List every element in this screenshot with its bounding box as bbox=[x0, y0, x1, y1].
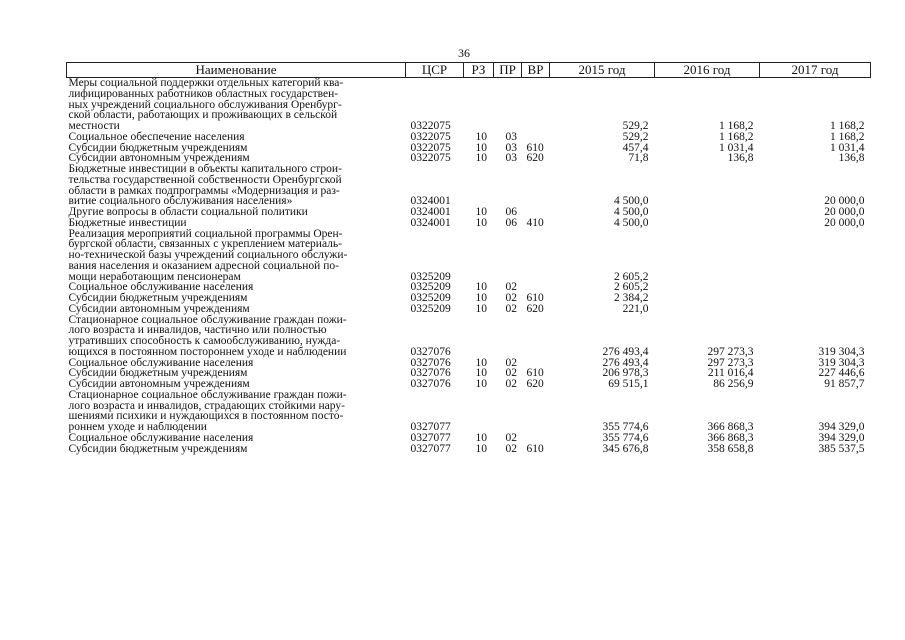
table-body bbox=[67, 78, 871, 455]
row-pr: 06 bbox=[505, 216, 517, 229]
row-vr bbox=[522, 433, 550, 444]
row-2015: 206 978,3 bbox=[602, 367, 649, 380]
row-name-line: шениями психики и нуждающихся в постоянном посто- bbox=[68, 410, 344, 423]
row-vr: 620 bbox=[526, 378, 544, 390]
row-2015: 345 676,8 bbox=[602, 442, 649, 455]
row-pr: 03 bbox=[505, 141, 517, 154]
row-vr bbox=[522, 164, 550, 207]
row-2015: 4 500,0 bbox=[614, 206, 649, 218]
row-rz bbox=[464, 315, 494, 358]
row-2017: 385 537,5 bbox=[818, 442, 865, 455]
row-csr: 0322075 bbox=[410, 141, 451, 154]
row-rz: 10 bbox=[475, 367, 487, 380]
header-2017: 2017 год bbox=[760, 63, 871, 78]
row-csr: 0324001 bbox=[410, 216, 451, 229]
row-2015: 2 605,2 bbox=[614, 281, 649, 294]
row-2015: 355 774,6 bbox=[602, 431, 649, 444]
table-row bbox=[67, 433, 871, 444]
row-rz: 10 bbox=[475, 152, 487, 165]
row-name-line: тельства государственной собственности Оренбургской bbox=[68, 173, 342, 186]
row-name-line: местности bbox=[68, 120, 120, 132]
row-2016: 86 256,9 bbox=[713, 378, 754, 390]
row-csr: 0325209 bbox=[410, 281, 451, 294]
row-rz: 10 bbox=[475, 442, 487, 455]
row-rz: 10 bbox=[475, 281, 487, 294]
row-rz: 10 bbox=[475, 216, 487, 229]
row-vr: 610 bbox=[526, 367, 544, 380]
row-2017 bbox=[760, 304, 871, 315]
row-2017: 227 446,6 bbox=[818, 367, 865, 380]
row-2016 bbox=[655, 282, 760, 293]
row-2016: 366 868,3 bbox=[707, 421, 754, 433]
header-2015: 2015 год bbox=[550, 63, 655, 78]
row-name bbox=[67, 304, 406, 315]
row-rz: 10 bbox=[475, 378, 487, 390]
row-csr: 0325209 bbox=[410, 270, 451, 283]
header-name: Наименование bbox=[67, 63, 406, 78]
row-2017: 20 000,0 bbox=[824, 216, 865, 229]
row-2016 bbox=[655, 229, 760, 283]
row-name-line: роннем уходе и наблюдении bbox=[68, 421, 207, 433]
row-name-line: Стационарное социальное обслуживание граждан пожи- bbox=[68, 313, 347, 326]
row-csr: 0325209 bbox=[410, 302, 451, 315]
row-vr bbox=[522, 132, 550, 143]
row-pr: 02 bbox=[505, 281, 517, 294]
row-2016 bbox=[655, 293, 760, 304]
row-2016 bbox=[655, 304, 760, 315]
row-vr: 620 bbox=[526, 302, 544, 315]
row-csr: 0324001 bbox=[410, 206, 451, 218]
row-name-line: Меры социальной поддержки отдельных категорий ква- bbox=[68, 77, 344, 89]
row-name-line: бургской области, связанных с укреплением материаль- bbox=[68, 238, 342, 251]
row-rz: 10 bbox=[475, 292, 487, 304]
budget-table bbox=[66, 62, 871, 454]
row-rz bbox=[464, 390, 494, 433]
table-header bbox=[67, 63, 871, 78]
row-name-line: Бюджетные инвестиции в объекты капитального строи- bbox=[68, 163, 342, 175]
row-2017 bbox=[760, 229, 871, 283]
table-row bbox=[67, 207, 871, 218]
row-2016: 297 273,3 bbox=[707, 345, 754, 358]
row-rz bbox=[464, 78, 494, 132]
row-vr: 610 bbox=[526, 292, 544, 304]
row-vr: 610 bbox=[526, 442, 544, 455]
row-2016: 1 168,2 bbox=[719, 130, 754, 143]
row-csr: 0322075 bbox=[410, 120, 451, 132]
row-vr bbox=[522, 390, 550, 433]
row-csr: 0327076 bbox=[410, 356, 451, 369]
row-vr: 610 bbox=[526, 141, 544, 154]
row-rz bbox=[464, 164, 494, 207]
row-2015: 457,4 bbox=[622, 141, 649, 154]
row-2015: 276 493,4 bbox=[602, 345, 649, 358]
row-vr bbox=[522, 315, 550, 358]
row-name-line: но-технической базы учреждений социального обслужи- bbox=[68, 249, 348, 261]
row-2016 bbox=[655, 218, 760, 229]
row-csr: 0324001 bbox=[410, 195, 451, 208]
row-name-line: ных учреждений социального обслуживания Оренбург- bbox=[68, 98, 342, 111]
row-2016: 136,8 bbox=[727, 152, 754, 165]
row-name bbox=[67, 390, 406, 433]
row-2017: 394 329,0 bbox=[818, 431, 865, 444]
row-name-line: Субсидии бюджетным учреждениям bbox=[68, 141, 248, 154]
header-vr: ВР bbox=[522, 63, 550, 78]
row-name-line: витие социального обслуживания населения» bbox=[68, 195, 293, 208]
row-2016: 366 868,3 bbox=[707, 431, 754, 444]
row-name bbox=[67, 444, 406, 455]
row-2015: 529,2 bbox=[622, 120, 649, 132]
row-name-line: мощи неработающим пенсионерам bbox=[68, 270, 241, 283]
row-name bbox=[67, 433, 406, 444]
row-name-line: области в рамках подпрограммы «Модернизация и раз- bbox=[68, 184, 340, 197]
row-name-line: Социальное обеспечение населения bbox=[68, 130, 245, 143]
row-2017: 394 329,0 bbox=[818, 421, 865, 433]
row-2017: 1 168,2 bbox=[830, 130, 865, 143]
row-2017 bbox=[760, 293, 871, 304]
row-name-line: Реализация мероприятий социальной программы Орен- bbox=[68, 227, 343, 240]
row-name-line: вания населения и оказанием адресной социальной по- bbox=[68, 259, 339, 272]
row-vr: 410 bbox=[526, 216, 544, 229]
row-2015: 276 493,4 bbox=[602, 356, 649, 369]
table-row bbox=[67, 229, 871, 283]
row-name bbox=[67, 164, 406, 207]
row-name-line: Субсидии автономным учреждениям bbox=[68, 302, 250, 315]
row-2015: 71,8 bbox=[628, 152, 649, 165]
row-pr: 02 bbox=[505, 302, 517, 315]
row-pr: 06 bbox=[505, 206, 517, 218]
row-pr: 02 bbox=[505, 442, 517, 455]
header-rz: РЗ bbox=[464, 63, 494, 78]
header-row bbox=[67, 63, 871, 78]
row-pr: 02 bbox=[505, 378, 517, 390]
row-2016: 297 273,3 bbox=[707, 356, 754, 369]
header-2016: 2016 год bbox=[655, 63, 760, 78]
row-2017: 1 168,2 bbox=[830, 120, 865, 132]
row-csr: 0325209 bbox=[410, 292, 451, 304]
row-name bbox=[67, 132, 406, 143]
row-rz: 10 bbox=[475, 206, 487, 218]
row-2015: 4 500,0 bbox=[614, 195, 649, 208]
row-name-line: лого возраста и инвалидов, страдающих стойкими нару- bbox=[68, 399, 345, 412]
row-csr: 0327077 bbox=[410, 421, 451, 433]
row-csr: 0322075 bbox=[410, 152, 451, 165]
table-row bbox=[67, 390, 871, 433]
row-name-line: ской области, работающих и проживающих в сельской bbox=[68, 109, 338, 122]
row-name bbox=[67, 315, 406, 358]
row-pr bbox=[494, 164, 522, 207]
row-name-line: Субсидии бюджетным учреждениям bbox=[68, 442, 248, 455]
row-pr bbox=[494, 390, 522, 433]
table-row bbox=[67, 315, 871, 358]
row-name bbox=[67, 218, 406, 229]
row-name-line: ющихся в постоянном постороннем уходе и наблюдении bbox=[68, 345, 347, 358]
row-rz: 10 bbox=[475, 431, 487, 444]
row-name-line: Социальное обслуживание населения bbox=[68, 356, 254, 369]
row-csr: 0327076 bbox=[410, 345, 451, 358]
row-rz: 10 bbox=[475, 356, 487, 369]
row-2016: 358 658,8 bbox=[707, 442, 754, 455]
row-csr: 0327077 bbox=[410, 431, 451, 444]
row-pr bbox=[494, 78, 522, 132]
row-2017: 20 000,0 bbox=[824, 206, 865, 218]
row-2017 bbox=[760, 282, 871, 293]
row-2015: 2 605,2 bbox=[614, 270, 649, 283]
row-2017: 319 304,3 bbox=[818, 356, 865, 369]
row-pr bbox=[494, 229, 522, 283]
row-vr bbox=[522, 78, 550, 132]
row-2016: 211 016,4 bbox=[707, 367, 754, 380]
page-number: 36 bbox=[458, 46, 470, 60]
table-row bbox=[67, 132, 871, 143]
table-row bbox=[67, 78, 871, 132]
header-pr: ПР bbox=[494, 63, 522, 78]
row-2015: 4 500,0 bbox=[614, 216, 649, 229]
row-name-line: Субсидии бюджетным учреждениям bbox=[68, 367, 248, 380]
row-2017: 1 031,4 bbox=[830, 141, 865, 154]
row-name-line: Стационарное социальное обслуживание граждан пожи- bbox=[68, 388, 347, 401]
row-csr: 0322075 bbox=[410, 130, 451, 143]
row-pr: 03 bbox=[505, 130, 517, 143]
row-2015: 355 774,6 bbox=[602, 421, 649, 433]
row-2015: 221,0 bbox=[622, 302, 649, 315]
row-rz: 10 bbox=[475, 130, 487, 143]
row-2016: 1 168,2 bbox=[719, 120, 754, 132]
row-name-line: Другие вопросы в области социальной политики bbox=[68, 206, 308, 218]
row-name bbox=[67, 229, 406, 283]
row-name-line: Субсидии автономным учреждениям bbox=[68, 378, 250, 390]
row-2017: 136,8 bbox=[838, 152, 865, 165]
row-name-line: Социальное обслуживание населения bbox=[68, 431, 254, 444]
row-pr bbox=[494, 315, 522, 358]
row-pr: 03 bbox=[505, 152, 517, 165]
table-row bbox=[67, 444, 871, 455]
row-name-line: лого возраста и инвалидов, частично или полностью bbox=[68, 324, 327, 337]
row-vr bbox=[522, 229, 550, 283]
header-csr: ЦСР bbox=[406, 63, 464, 78]
row-pr: 02 bbox=[505, 292, 517, 304]
row-name-line: лифицированных работников областных государствен- bbox=[68, 87, 339, 100]
row-name-line: Социальное обслуживание населения bbox=[68, 281, 254, 294]
row-2017: 91 857,7 bbox=[824, 378, 865, 390]
row-name-line: Субсидии автономным учреждениям bbox=[68, 152, 250, 165]
row-rz: 10 bbox=[475, 302, 487, 315]
row-2016: 1 031,4 bbox=[719, 141, 754, 154]
row-pr: 02 bbox=[505, 367, 517, 380]
table-row bbox=[67, 218, 871, 229]
row-2016 bbox=[655, 207, 760, 218]
row-pr: 02 bbox=[505, 431, 517, 444]
row-rz bbox=[464, 229, 494, 283]
row-2015: 69 515,1 bbox=[608, 378, 649, 390]
row-2015: 529,2 bbox=[622, 130, 649, 143]
row-name-line: утративших способность к самообслуживанию, нужда- bbox=[68, 335, 341, 347]
row-2015: 2 384,2 bbox=[614, 292, 649, 304]
row-2017: 319 304,3 bbox=[818, 345, 865, 358]
row-csr: 0327077 bbox=[410, 442, 451, 455]
row-pr: 02 bbox=[505, 356, 517, 369]
row-2017: 20 000,0 bbox=[824, 195, 865, 208]
row-csr: 0327076 bbox=[410, 367, 451, 380]
row-vr: 620 bbox=[526, 152, 544, 165]
row-name-line: Бюджетные инвестиции bbox=[68, 216, 187, 229]
row-csr: 0327076 bbox=[410, 378, 451, 390]
row-2016 bbox=[655, 164, 760, 207]
table-row bbox=[67, 304, 871, 315]
table-row bbox=[67, 164, 871, 207]
row-name-line: Субсидии бюджетным учреждениям bbox=[68, 292, 248, 304]
row-rz: 10 bbox=[475, 141, 487, 154]
row-name bbox=[67, 78, 406, 132]
